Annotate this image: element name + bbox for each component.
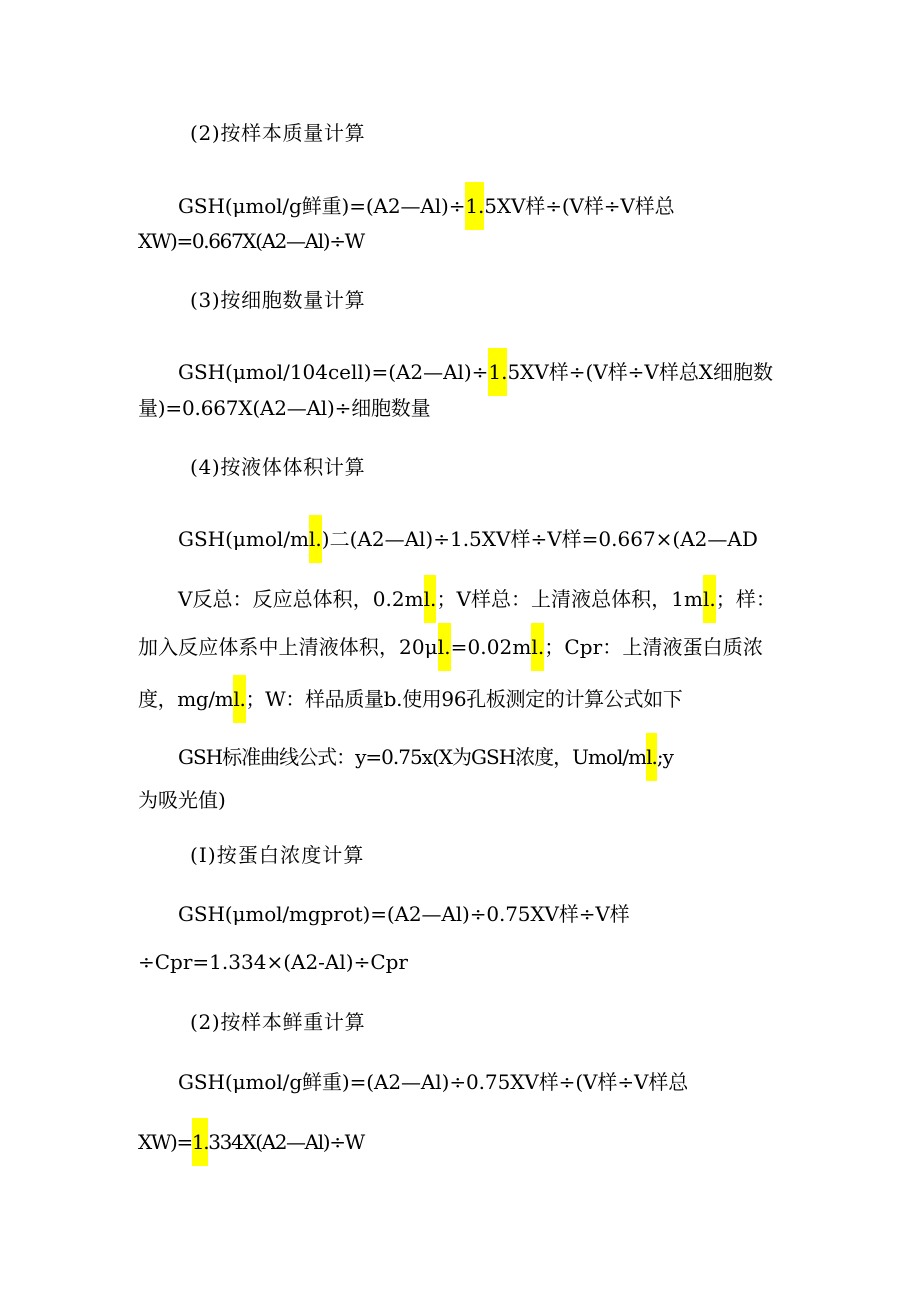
text-segment: 度，mg/m xyxy=(138,687,234,711)
text-segment: ；V样总：上清液总体积，1m xyxy=(436,587,703,611)
text-segment: GSH(μmol/g鲜重)=(A2—Al)÷0.75XV样÷(V样÷V样总 xyxy=(178,1070,689,1094)
text-segment: (2)按样本鲜重计算 xyxy=(190,1010,366,1034)
highlighted-text: l. xyxy=(531,623,544,671)
highlighted-text: l. xyxy=(309,515,322,563)
text-segment: ；样： xyxy=(715,587,776,611)
text-segment: )二(A2—Al)÷1.5XV样÷V样=0.667×(A2—AD xyxy=(321,527,758,551)
text-line xyxy=(178,1070,688,1094)
highlighted-text: l. xyxy=(233,675,245,723)
text-segment: GSH标准曲线公式：y=0.75x(X为GSH浓度，Umol/m xyxy=(178,745,647,769)
text-line xyxy=(138,396,430,420)
highlighted-text: l. xyxy=(646,733,657,781)
text-segment: ；Cpr：上清液蛋白质浓 xyxy=(544,635,763,659)
text-line xyxy=(138,675,682,723)
text-segment: GSH(μmol/g鲜重)=(A2—Al)÷ xyxy=(178,194,466,218)
text-segment: 量)=0.667X(A2—Al)÷细胞数量 xyxy=(138,396,431,420)
text-segment: GSH(μmol/mgprot)=(A2—Al)÷0.75XV样÷V样 xyxy=(178,902,630,926)
text-line xyxy=(178,575,776,623)
highlighted-text: 1. xyxy=(488,348,507,396)
highlighted-text: l. xyxy=(438,623,451,671)
highlighted-text: 1. xyxy=(465,182,484,230)
text-line xyxy=(178,182,675,230)
text-segment: ÷Cpr=1.334×(A2-Al)÷Cpr xyxy=(138,950,408,974)
text-segment: (3)按细胞数量计算 xyxy=(190,288,366,312)
text-line xyxy=(138,788,226,812)
text-segment: ;y xyxy=(656,745,673,769)
text-segment: V反总：反应总体积，0.2m xyxy=(178,587,424,611)
text-line xyxy=(178,733,673,781)
text-line xyxy=(138,950,408,974)
text-line xyxy=(190,843,365,867)
text-segment: =0.02m xyxy=(450,635,532,659)
text-line xyxy=(190,1010,365,1034)
text-segment: XW)= xyxy=(138,1130,192,1154)
text-segment: (2)按样本质量计算 xyxy=(190,121,366,145)
text-line xyxy=(178,515,758,563)
text-segment: (I)按蛋白浓度计算 xyxy=(190,843,365,867)
text-line xyxy=(138,1118,364,1166)
text-line xyxy=(190,288,365,312)
text-segment: 加入反应体系中上清液体积，20μ xyxy=(138,635,438,659)
text-segment: 5XV样÷(V样÷V样总 xyxy=(484,194,675,218)
text-segment: 334X(A2—Al)÷W xyxy=(208,1130,364,1154)
text-line xyxy=(190,121,365,145)
text-segment: GSH(μmol/m xyxy=(178,527,310,551)
text-segment: XW)=0.667X(A2—Al)÷W xyxy=(138,229,364,253)
text-line xyxy=(138,623,763,671)
text-segment: ；W：样品质量b.使用96孔板测定的计算公式如下 xyxy=(245,687,683,711)
text-segment: (4)按液体体积计算 xyxy=(190,455,366,479)
highlighted-text: l. xyxy=(703,575,716,623)
highlighted-text: l. xyxy=(424,575,437,623)
text-segment: GSH(μmol/104cell)=(A2—Al)÷ xyxy=(178,360,489,384)
text-line xyxy=(178,902,630,926)
highlighted-text: 1. xyxy=(192,1118,208,1166)
text-line xyxy=(138,229,364,253)
text-line xyxy=(178,348,773,396)
text-segment: 为吸光值) xyxy=(138,788,226,812)
text-segment: 5XV样÷(V样÷V样总X细胞数 xyxy=(507,360,773,384)
text-line xyxy=(190,455,365,479)
